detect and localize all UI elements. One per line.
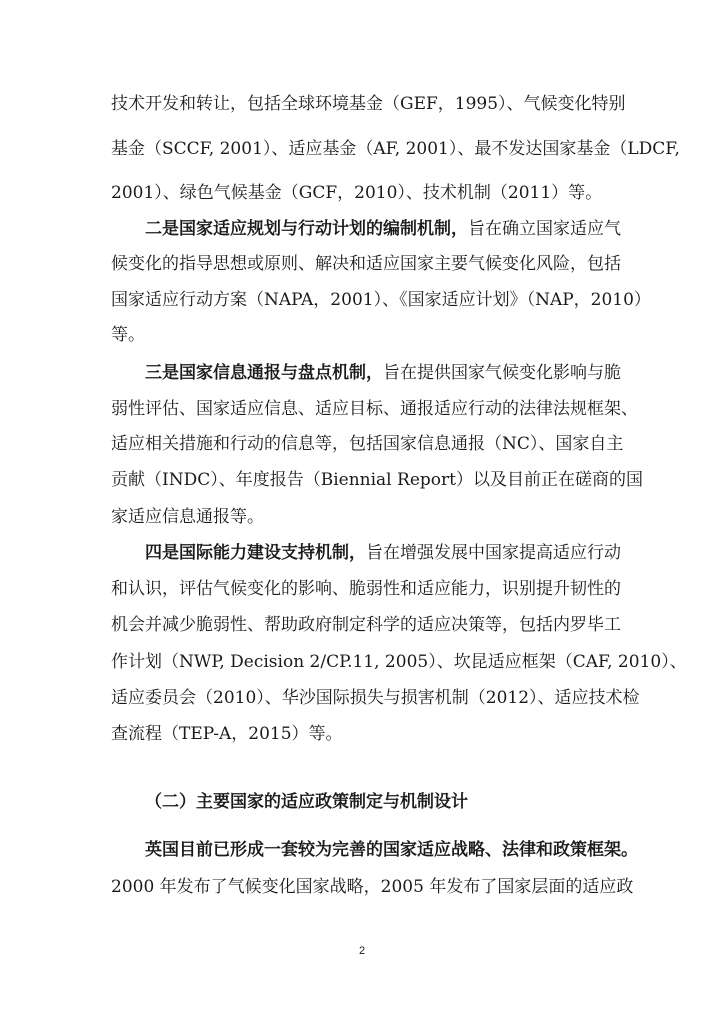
paragraph-text: 旨在增强发展中国家提高适应行动 [366,543,621,563]
paragraph-line [145,217,621,241]
paragraph-line: 和认识，评估气候变化的影响、脆弱性和适应能力，识别提升韧性的 [111,579,621,599]
paragraph-line: 国家适应行动方案（NAPA，2001）、《国家适应计划》（NAP，2010） [111,290,651,310]
paragraph-lead-bold: 三是国家信息通报与盘点机制， [145,363,383,383]
paragraph-line: 技术开发和转让，包括全球环境基金（GEF，1995）、气候变化特别 [111,94,626,114]
paragraph-text: 旨在确立国家适应气 [468,219,621,239]
paragraph-line: 弱性评估、国家适应信息、适应目标、通报适应行动的法律法规框架、 [111,399,638,419]
page-number: 2 [358,945,366,957]
paragraph-line: 机会并减少脆弱性、帮助政府制定科学的适应决策等，包括内罗毕工 [111,615,621,635]
paragraph-line: 查流程（TEP-A，2015）等。 [111,724,343,744]
paragraph-text: 旨在提供国家气候变化影响与脆 [383,363,621,383]
paragraph-line: 2001）、绿色气候基金（GCF，2010）、技术机制（2011）等。 [111,183,603,203]
paragraph-line [145,361,621,385]
paragraph-line: 等。 [111,325,145,345]
paragraph-lead-bold: 二是国家适应规划与行动计划的编制机制， [145,219,468,239]
paragraph-line: 贡献（INDC）、年度报告（Biennial Report）以及目前正在磋商的国 [111,470,643,490]
paragraph-line [145,541,621,565]
paragraph-line: 基金（SCCF, 2001）、适应基金（AF, 2001）、最不发达国家基金（LDCF, [111,139,680,159]
paragraph-line: 候变化的指导思想或原则、解决和适应国家主要气候变化风险，包括 [111,254,621,274]
paragraph-line: 家适应信息通报等。 [111,507,264,527]
section-heading: （二）主要国家的适应政策制定与机制设计 [145,792,468,812]
paragraph-line: 2000 年发布了气候变化国家战略，2005 年发布了国家层面的适应政 [111,877,634,897]
paragraph-line: 适应委员会（2010）、华沙国际损失与损害机制（2012）、适应技术检 [111,688,640,708]
paragraph-line: 作计划（NWP, Decision 2/CP.11, 2005）、坎昆适应框架（CAF, 2010）、 [111,652,687,672]
paragraph-line: 英国目前已形成一套较为完善的国家适应战略、法律和政策框架。 [145,840,638,860]
paragraph-line: 适应相关措施和行动的信息等，包括国家信息通报（NC）、国家自主 [111,434,624,454]
paragraph-lead-bold: 四是国际能力建设支持机制， [145,543,366,563]
